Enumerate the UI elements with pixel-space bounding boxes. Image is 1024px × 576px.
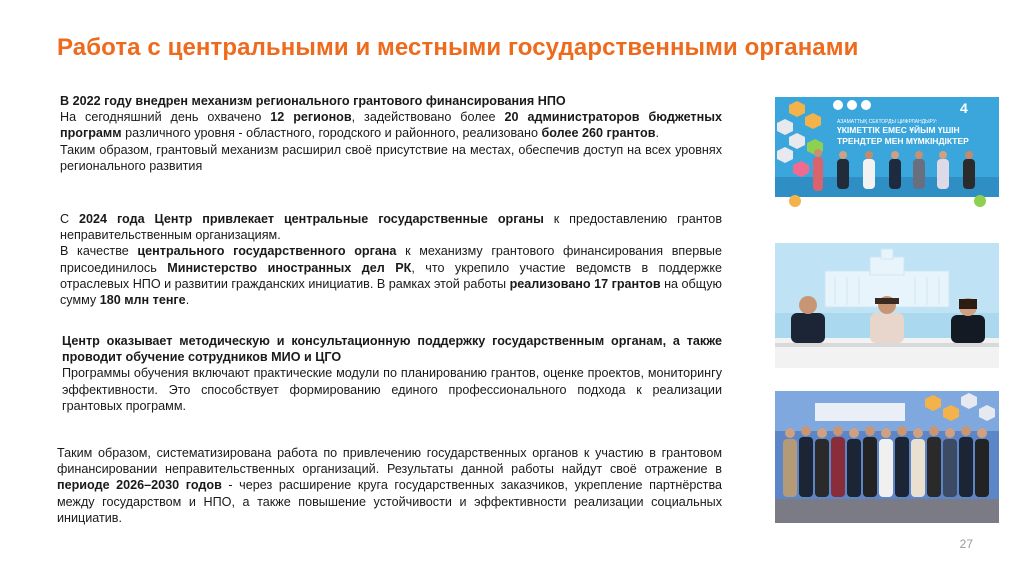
photo-banner-line-1: АЗАМАТТЫҚ СЕКТОРДЫ ЦИФРЛАНДЫРУ: [837,119,938,125]
conclusion-paragraph: Таким образом, систематизирована работа по привлечению государственных органов к участию в грантовом финансировании неправительственных организаций. Результаты данной работы найдут своё отражение в периоде 2026–2030 годов - через расширение круга государственных заказчиков, укрепление партнёрства между государством и НПО, а также повышение устойчивости и эффективности реализации социальных инициатив. [57,446,722,525]
page-title: Работа с центральными и местными государственными органами [57,34,859,61]
group-photo [775,391,999,523]
photo-banner-number: 4 [960,100,968,116]
regional-grants-heading: В 2022 году внедрен механизм регионального грантового финансирования НПО [60,94,566,108]
training-block [62,333,722,414]
central-bodies-paragraph-2: В качестве центрального государственного органа к механизму грантового финансирования впервые присоединилось Министерство иностранных дел РК, что укрепило участие ведомств в поддержке отраслевых НПО и развитии гражданских инициатив. В рамках этой работы реализовано 17 грантов на общую сумму 180 млн тенге. [60,244,723,308]
regional-grants-paragraph: На сегодняшний день охвачено 12 регионов, задействовано более 20 администраторов бюджетных программ различного уровня - областного, городского и районного, реализовано более 260 грантов. [60,110,722,141]
page-number: 27 [959,537,973,551]
regional-grants-block [60,93,722,174]
meeting-desk-photo [775,243,999,368]
photo-banner-line-2: ҮКІМЕТТІК ЕМЕС ҰЙЫМ ҮШІН [837,125,960,135]
training-paragraph: Программы обучения включают практические модули по планированию грантов, оценке проектов, мониторингу эффективности. Это способствует формированию единого профессионального подхода к реализации грантовых программ. [62,366,722,413]
panel-discussion-photo [775,97,999,222]
conclusion-block [57,445,722,526]
photo-banner-line-3: ТРЕНДТЕР МЕН МҮМКІНДІКТЕР [837,136,969,146]
training-heading: Центр оказывает методическую и консультационную поддержку государственным органам, а также проводит обучение сотрудников МИО и ЦГО [62,334,722,365]
central-bodies-paragraph-1: С 2024 года Центр привлекает центральные государственные органы к предоставлению грантов неправительственным организациям. [60,212,723,243]
regional-grants-summary: Таким образом, грантовый механизм расширил своё присутствие на местах, обеспечив доступ на всех уровнях регионального развития [60,142,722,173]
central-bodies-block [60,211,722,308]
